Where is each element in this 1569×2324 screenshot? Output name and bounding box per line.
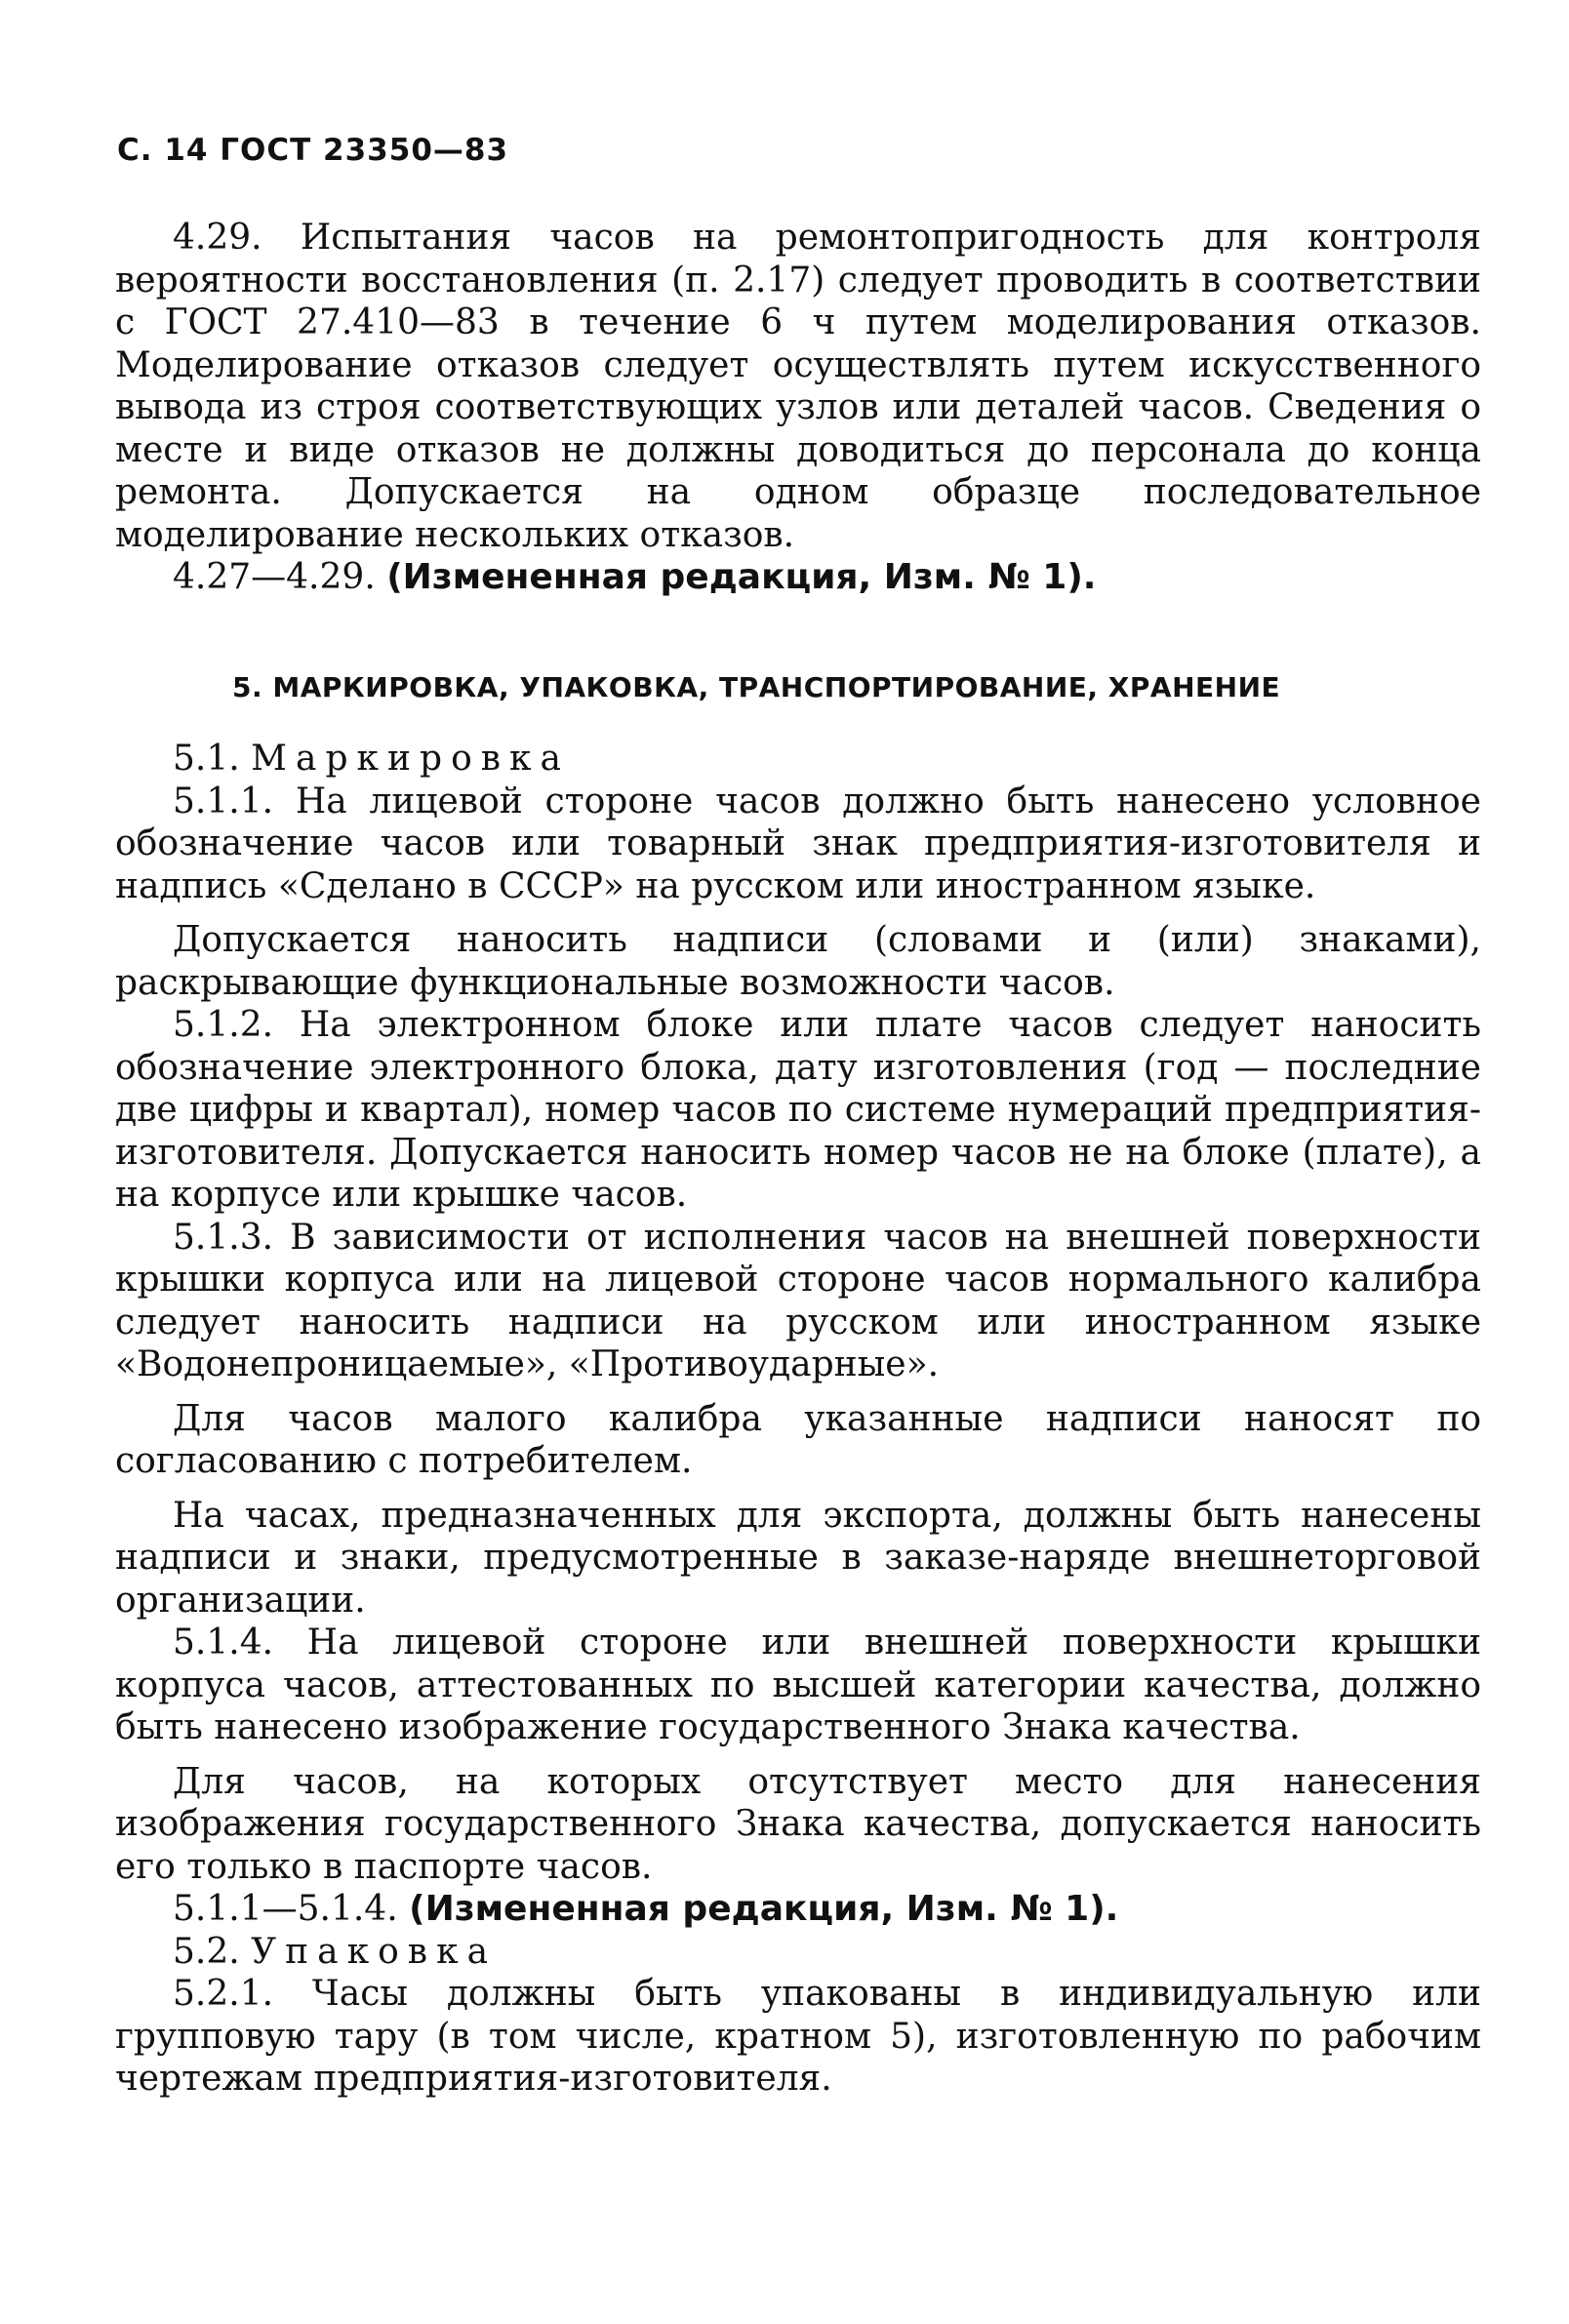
paragraph-4-29: 4.29. Испытания часов на ремонтопригодность для контроля вероятности восстановления (п. 2.17) следует проводить в соответствии с ГОСТ 27.410—83 в течение 6 ч путем моделирования отказов. Моделирование отказов следует осуществлять путем искусственного вывода из строя соответствующих узлов или деталей часов. Сведения о месте и виде отказов не должны доводиться до персонала до конца ремонта. Допускается на одном образце последовательное моделирование нескольких отказов. <box>115 218 1481 555</box>
amendment-ref-4: 4.27—4.29. <box>173 557 376 597</box>
paragraph-5-2-1: 5.2.1. Часы должны быть упакованы в индивидуальную или групповую тару (в том числе, кратном 5), изготовленную по рабочим чертежам предприятия-изготовителя. <box>115 1974 1481 2099</box>
paragraph-5-1-4-passport: Для часов, на которых отсутствует место для нанесения изображения государственного Знака качества, допускается наносить его только в паспорте часов. <box>115 1761 1481 1887</box>
amendment-ref-5: 5.1.1—5.1.4. <box>173 1889 398 1929</box>
subsection-5-1-heading <box>115 738 1481 781</box>
paragraph-5-1-3: 5.1.3. В зависимости от исполнения часов на внешней поверхности крышки корпуса или на лицевой стороне часов нормального калибра следует наносить надписи на русском или иностранном языке «Водонепроницаемые», «Противоударные». <box>115 1217 1481 1384</box>
amendment-text-4: (Измененная редакция, Изм. № 1). <box>386 557 1097 597</box>
subsection-5-2-heading <box>115 1931 1481 1974</box>
amendment-text-5: (Измененная редакция, Изм. № 1). <box>409 1889 1119 1929</box>
subsection-5-2-title: Упаковка <box>251 1931 498 1972</box>
subsection-5-2-number: 5.2. <box>173 1931 240 1972</box>
paragraph-5-1-3-consumer: Для часов малого калибра указанные надписи наносят по согласованию с потребителем. <box>115 1398 1481 1481</box>
section-4-block <box>115 217 1481 599</box>
subsection-5-1-number: 5.1. <box>173 739 240 779</box>
section-5-title: 5. МАРКИРОВКА, УПАКОВКА, ТРАНСПОРТИРОВАНИЕ, ХРАНЕНИЕ <box>232 671 1281 703</box>
amendment-note-4 <box>115 556 1481 599</box>
paragraph-5-1-4: 5.1.4. На лицевой стороне или внешней поверхности крышки корпуса часов, аттестованных по высшей категории качества, должно быть нанесено изображение государственного Знака качества. <box>115 1623 1481 1747</box>
paragraph-5-1-1: 5.1.1. На лицевой стороне часов должно быть нанесено условное обозначение часов или товарный знак предприятия-изготовителя и надпись «Сделано в СССР» на русском или иностранном языке. <box>115 781 1481 906</box>
amendment-note-5 <box>115 1888 1481 1931</box>
paragraph-5-1-3-export: На часах, предназначенных для экспорта, должны быть нанесены надписи и знаки, предусмотренные в заказе-наряде внешнеторговой организации. <box>115 1495 1481 1621</box>
section-5-block <box>115 738 1481 2101</box>
paragraph-5-1-1-continued: Допускается наносить надписи (словами и (или) знаками), раскрывающие функциональные возможности часов. <box>115 920 1481 1003</box>
subsection-5-1-title: Маркировка <box>251 739 570 779</box>
paragraph-5-1-2: 5.1.2. На электронном блоке или плате часов следует наносить обозначение электронного блока, дату изготовления (год — последние две цифры и квартал), номер часов по системе нумераций предприятия-изготовителя. Допускается наносить номер часов не на блоке (плате), а на корпусе или крышке часов. <box>115 1005 1481 1215</box>
page-header: С. 14 ГОСТ 23350—83 <box>117 133 509 168</box>
